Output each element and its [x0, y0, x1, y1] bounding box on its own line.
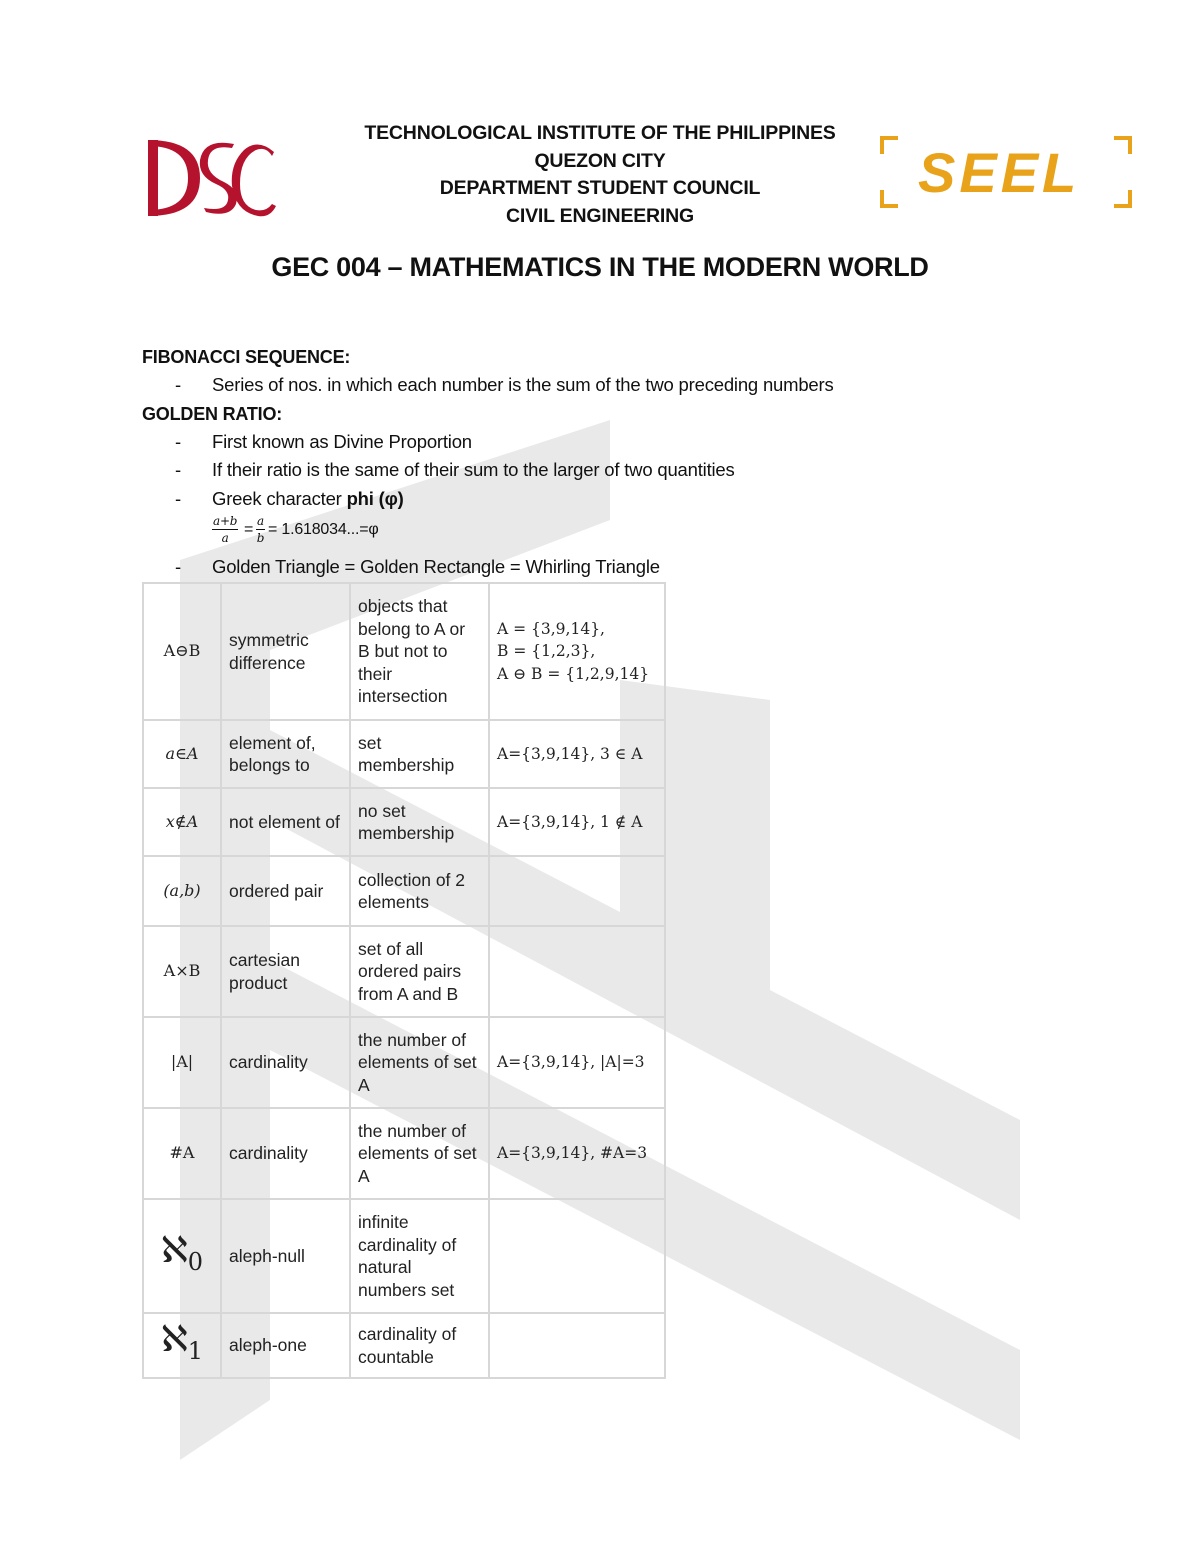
list-item-text: First known as Divine Proportion [212, 430, 472, 452]
table-row [143, 1017, 665, 1108]
institution-header [300, 120, 900, 230]
bullet-dash: - [175, 556, 181, 577]
symbol-cell: A⊖B [143, 583, 221, 720]
golden-ratio-formula [212, 513, 1042, 553]
fraction-numerator: a+b [213, 514, 238, 528]
name-cell: cardinality [221, 1108, 350, 1199]
dsc-logo [140, 130, 280, 225]
equals-sign: = [244, 521, 254, 538]
example-cell: A={3,9,14}, #A=3 [489, 1108, 665, 1199]
fraction-denominator: b [256, 531, 265, 545]
seel-logo [876, 130, 1136, 212]
aleph-symbol: ℵ [160, 1229, 188, 1271]
symbol-cell: A×B [143, 926, 221, 1017]
example-cell: A={3,9,14}, 1 ∉ A [489, 788, 665, 856]
meaning-cell: objects that belong to A or B but not to their intersection [350, 583, 489, 720]
meaning-cell: set membership [350, 720, 489, 788]
fraction-numerator: a [257, 514, 264, 528]
golden-ratio-heading: GOLDEN RATIO: [142, 403, 283, 424]
table-row [143, 720, 665, 788]
symbol-cell: (a,b) [143, 856, 221, 926]
name-cell: ordered pair [221, 856, 350, 926]
table-row [143, 856, 665, 926]
symbol-cell: #A [143, 1108, 221, 1199]
list-item-text: Greek character [212, 487, 347, 509]
meaning-cell: collection of 2 elements [350, 856, 489, 926]
header-line-department: CIVIL ENGINEERING [505, 204, 695, 227]
example-cell [489, 1313, 665, 1378]
table-row [143, 1199, 665, 1313]
list-item [142, 485, 1042, 514]
bullet-dash: - [175, 430, 181, 452]
list-item [142, 553, 1042, 582]
example-cell: A={3,9,14}, 3 ∈ A [489, 720, 665, 788]
example-cell [489, 926, 665, 1017]
header-line-city: QUEZON CITY [534, 149, 666, 172]
header-line-council: DEPARTMENT STUDENT COUNCIL [439, 177, 761, 199]
name-cell: aleph-null [221, 1199, 350, 1313]
table-row [143, 926, 665, 1017]
list-item [142, 428, 1042, 457]
example-cell: A={3,9,14}, |A|=3 [489, 1017, 665, 1108]
symbol-cell: x∉A [143, 788, 221, 856]
list-item [142, 371, 1042, 400]
aleph-subscript: 1 [187, 1337, 204, 1365]
table-row [143, 1108, 665, 1199]
name-cell: cardinality [221, 1017, 350, 1108]
example-cell: A = {3,9,14}, B = {1,2,3}, A ⊖ B = {1,2,9,14} [489, 583, 665, 720]
bullet-dash: - [175, 487, 181, 509]
symbol-cell [143, 1199, 221, 1313]
list-item-text: Series of nos. in which each number is the sum of the two preceding numbers [212, 374, 834, 395]
symbol-cell: a∈A [143, 720, 221, 788]
bullet-dash: - [175, 374, 181, 395]
meaning-cell: cardinality of countable [350, 1313, 489, 1378]
meaning-cell: the number of elements of set A [350, 1108, 489, 1199]
fraction-denominator: a [221, 531, 229, 545]
example-cell [489, 856, 665, 926]
name-cell: symmetric difference [221, 583, 350, 720]
name-cell: element of, belongs to [221, 720, 350, 788]
name-cell: aleph-one [221, 1313, 350, 1378]
fraction-a-over-b [256, 513, 265, 546]
table-row [143, 1313, 665, 1378]
meaning-cell: no set membership [350, 788, 489, 856]
meaning-cell: the number of elements of set A [350, 1017, 489, 1108]
symbol-cell [143, 1313, 221, 1378]
set-notation-table [142, 582, 666, 1379]
aleph-symbol: ℵ [160, 1319, 188, 1360]
seel-logo-text: SEEL [918, 141, 1081, 204]
header-line-institute: TECHNOLOGICAL INSTITUTE OF THE PHILIPPINES [364, 122, 836, 144]
page-title: GEC 004 – MATHEMATICS IN THE MODERN WORLD [271, 252, 929, 282]
name-cell: not element of [221, 788, 350, 856]
table-row [143, 788, 665, 856]
list-item-text: If their ratio is the same of their sum to the larger of two quantities [212, 459, 735, 480]
example-cell [489, 1199, 665, 1313]
meaning-cell: infinite cardinality of natural numbers set [350, 1199, 489, 1313]
bullet-dash: - [175, 459, 181, 480]
list-item-text: Golden Triangle = Golden Rectangle = Whirling Triangle [212, 556, 660, 577]
name-cell: cartesian product [221, 926, 350, 1017]
phi-term: phi (φ) [346, 487, 404, 509]
symbol-cell: |A| [143, 1017, 221, 1108]
aleph-subscript: 0 [187, 1247, 204, 1276]
meaning-cell: set of all ordered pairs from A and B [350, 926, 489, 1017]
notes-content [142, 343, 1042, 582]
formula-result: = 1.618034...=φ [268, 521, 379, 538]
fibonacci-heading: FIBONACCI SEQUENCE: [142, 347, 351, 367]
list-item [142, 456, 1042, 485]
fraction-a-plus-b-over-a [212, 513, 238, 546]
table-row [143, 583, 665, 720]
